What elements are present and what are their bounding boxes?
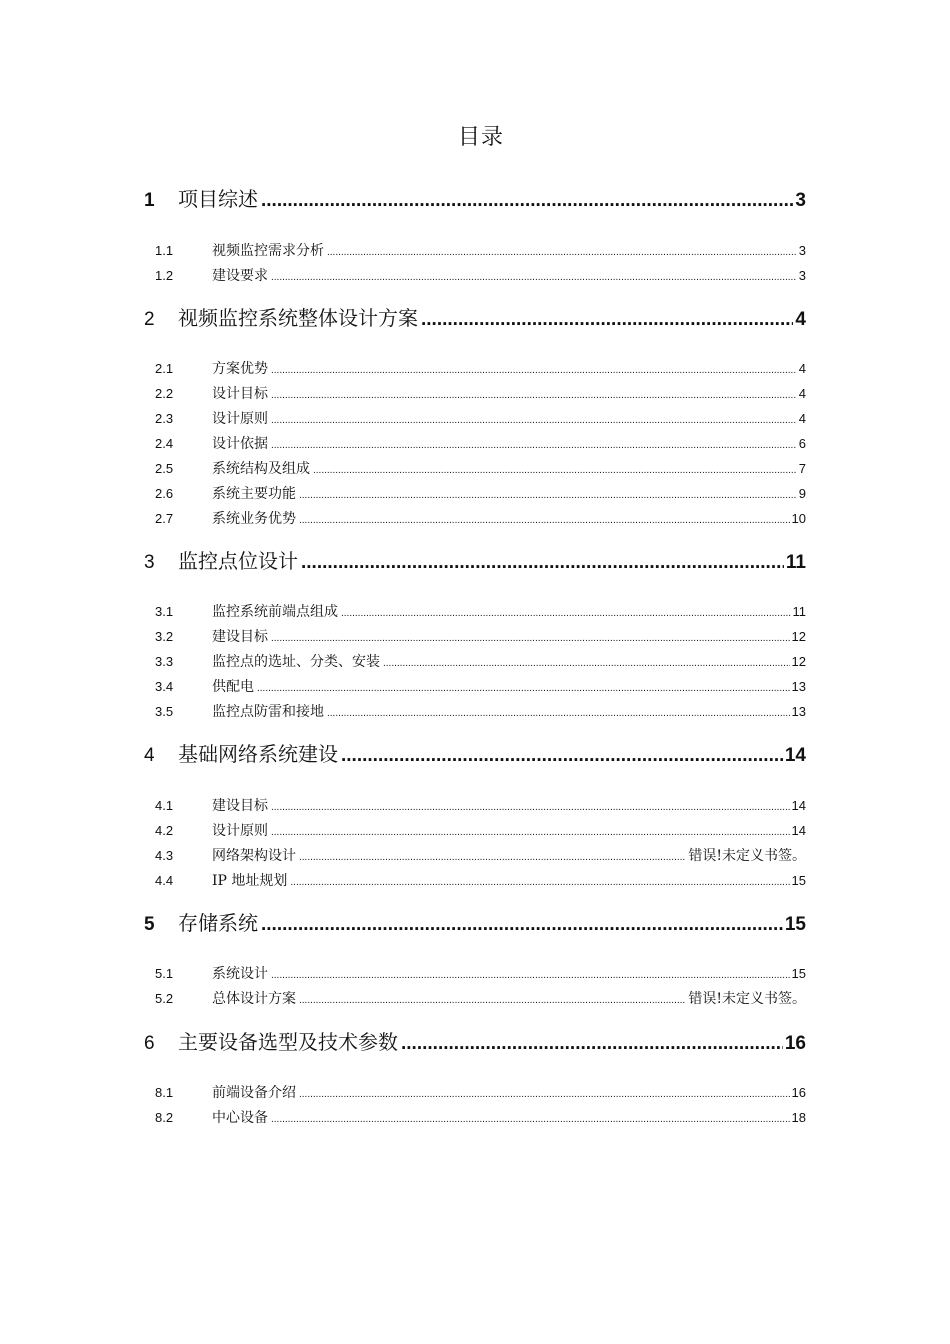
toc-item-number: 2.2 bbox=[155, 386, 174, 401]
toc-item-5-2[interactable] bbox=[155, 988, 806, 1008]
toc-chapter-label: 视频监控系统整体设计方案 bbox=[178, 306, 418, 330]
toc-page-number: 13 bbox=[791, 679, 806, 694]
toc-page-number: 12 bbox=[791, 629, 806, 644]
toc-leader-dots bbox=[401, 1033, 783, 1055]
toc-item-label: 监控点防雷和接地 bbox=[212, 704, 324, 720]
toc-page-number: 3 bbox=[798, 268, 806, 283]
toc-item-number: 3.3 bbox=[155, 654, 174, 669]
toc-item-number: 3.1 bbox=[155, 604, 174, 619]
toc-leader-dots bbox=[261, 190, 793, 212]
toc-chapter-3[interactable] bbox=[144, 545, 806, 574]
toc-leader-dots bbox=[327, 708, 790, 719]
toc-item-5-1[interactable] bbox=[155, 963, 806, 983]
toc-chapter-label: 主要设备选型及技术参数 bbox=[178, 1030, 398, 1054]
toc-chapter-label: 项目综述 bbox=[178, 187, 258, 211]
toc-item-number: 3.4 bbox=[155, 679, 174, 694]
toc-item-number: 3.5 bbox=[155, 704, 174, 719]
toc-item-2-7[interactable] bbox=[155, 508, 806, 528]
toc-item-number: 1.2 bbox=[155, 268, 174, 283]
toc-item-label: 视频监控需求分析 bbox=[212, 243, 324, 259]
toc-item-3-4[interactable] bbox=[155, 676, 806, 696]
toc-chapter-1[interactable] bbox=[144, 183, 806, 212]
toc-leader-dots bbox=[271, 633, 790, 644]
toc-page-number: 15 bbox=[791, 873, 806, 888]
toc-chapter-label: 存储系统 bbox=[178, 911, 258, 935]
toc-chapter-number: 1 bbox=[144, 190, 155, 211]
toc-item-number: 2.6 bbox=[155, 486, 174, 501]
toc-page-number: 11 bbox=[792, 604, 806, 619]
toc-page-number: 16 bbox=[784, 1033, 806, 1054]
toc-chapter-6[interactable] bbox=[144, 1026, 806, 1055]
toc-item-label: 网络架构设计 bbox=[212, 848, 296, 864]
toc-leader-dots bbox=[383, 658, 790, 669]
toc-item-number: 5.2 bbox=[155, 991, 174, 1006]
toc-item-2-3[interactable] bbox=[155, 408, 806, 428]
toc-leader-dots bbox=[341, 608, 791, 619]
toc-page-number: 9 bbox=[798, 486, 806, 501]
toc-leader-dots bbox=[271, 802, 790, 813]
toc-page-number: 15 bbox=[791, 966, 806, 981]
toc-item-label: 设计原则 bbox=[212, 411, 268, 427]
toc-item-3-2[interactable] bbox=[155, 626, 806, 646]
toc-item-number: 2.1 bbox=[155, 361, 174, 376]
toc-item-label: 系统结构及组成 bbox=[212, 461, 310, 477]
toc-leader-dots bbox=[327, 247, 797, 258]
toc-item-number: 4.4 bbox=[155, 873, 174, 888]
toc-leader-dots bbox=[271, 390, 797, 401]
toc-leader-dots bbox=[299, 852, 686, 863]
toc-item-4-3[interactable] bbox=[155, 845, 806, 865]
toc-item-number: 4.3 bbox=[155, 848, 174, 863]
toc-page-number: 18 bbox=[791, 1110, 806, 1125]
toc-leader-dots bbox=[299, 490, 797, 501]
toc-item-label: 监控点的选址、分类、安装 bbox=[212, 654, 380, 670]
toc-item-number: 4.2 bbox=[155, 823, 174, 838]
toc-page-number: 4 bbox=[798, 411, 806, 426]
toc-leader-dots bbox=[271, 1114, 790, 1125]
toc-leader-dots bbox=[421, 309, 793, 331]
toc-chapter-2[interactable] bbox=[144, 302, 806, 331]
toc-item-label: 监控系统前端点组成 bbox=[212, 604, 338, 620]
toc-item-label: 建设目标 bbox=[212, 629, 268, 645]
toc-page-number: 3 bbox=[795, 190, 806, 211]
toc-chapter-number: 2 bbox=[144, 309, 155, 330]
toc-item-8-1[interactable] bbox=[155, 1082, 806, 1102]
toc-item-3-5[interactable] bbox=[155, 701, 806, 721]
toc-item-number: 2.3 bbox=[155, 411, 174, 426]
toc-page-number: 14 bbox=[791, 823, 806, 838]
toc-item-label: 设计目标 bbox=[212, 386, 268, 402]
toc-item-number: 2.4 bbox=[155, 436, 174, 451]
toc-item-number: 2.5 bbox=[155, 461, 174, 476]
toc-item-label: 总体设计方案 bbox=[212, 991, 296, 1007]
toc-item-label: 中心设备 bbox=[212, 1110, 268, 1126]
toc-item-number: 2.7 bbox=[155, 511, 174, 526]
toc-page-number: 3 bbox=[798, 243, 806, 258]
toc-page-number: 13 bbox=[791, 704, 806, 719]
toc-leader-dots bbox=[301, 552, 784, 574]
toc-leader-dots bbox=[271, 365, 797, 376]
toc-item-label: 建设要求 bbox=[212, 268, 268, 284]
toc-page-number: 14 bbox=[784, 745, 806, 766]
toc-item-label: 系统设计 bbox=[212, 966, 268, 982]
toc-page-number: 12 bbox=[791, 654, 806, 669]
page-title: 目录 bbox=[457, 125, 504, 150]
toc-page-number: 14 bbox=[791, 798, 806, 813]
toc-page-number: 15 bbox=[784, 914, 806, 935]
toc-leader-dots bbox=[299, 515, 790, 526]
toc-leader-dots bbox=[290, 877, 789, 888]
toc-leader-dots bbox=[341, 745, 783, 767]
toc-item-number: 1.1 bbox=[155, 243, 174, 258]
toc-chapter-number: 4 bbox=[144, 745, 155, 766]
toc-item-4-1[interactable] bbox=[155, 795, 806, 815]
toc-page-error: 错误!未定义书签。 bbox=[688, 848, 806, 864]
toc-page-number: 16 bbox=[791, 1085, 806, 1100]
toc-item-label: 设计依据 bbox=[212, 436, 268, 452]
toc-item-label: 系统业务优势 bbox=[212, 511, 296, 527]
toc-chapter-number: 5 bbox=[144, 914, 155, 935]
toc-leader-dots bbox=[271, 440, 797, 451]
toc-item-3-3[interactable] bbox=[155, 651, 806, 671]
toc-page-number: 4 bbox=[798, 361, 806, 376]
toc-leader-dots bbox=[257, 683, 790, 694]
toc-page-number: 4 bbox=[795, 309, 806, 330]
toc-item-3-1[interactable] bbox=[155, 601, 806, 621]
toc-item-2-6[interactable] bbox=[155, 483, 806, 503]
toc-item-2-1[interactable] bbox=[155, 358, 806, 378]
toc-item-label: 设计原则 bbox=[212, 823, 268, 839]
toc-leader-dots bbox=[299, 995, 686, 1006]
toc-chapter-label: 监控点位设计 bbox=[178, 549, 298, 573]
toc-page-number: 4 bbox=[798, 386, 806, 401]
toc-chapter-number: 6 bbox=[144, 1033, 155, 1054]
toc-item-number: 4.1 bbox=[155, 798, 174, 813]
toc-chapter-4[interactable] bbox=[144, 738, 806, 767]
toc-item-label: 系统主要功能 bbox=[212, 486, 296, 502]
toc-item-number: 3.2 bbox=[155, 629, 174, 644]
toc-item-label: IP 地址规划 bbox=[212, 873, 288, 889]
toc-chapter-label: 基础网络系统建设 bbox=[178, 742, 338, 766]
toc-leader-dots bbox=[299, 1089, 790, 1100]
toc-item-2-5[interactable] bbox=[155, 458, 806, 478]
toc-item-4-4[interactable] bbox=[155, 870, 806, 890]
toc-page-number: 10 bbox=[791, 511, 806, 526]
toc-leader-dots bbox=[271, 827, 790, 838]
toc-item-2-2[interactable] bbox=[155, 383, 806, 403]
toc-leader-dots bbox=[261, 914, 783, 936]
toc-item-1-2[interactable] bbox=[155, 265, 806, 285]
toc-chapter-5[interactable] bbox=[144, 907, 806, 936]
toc-item-2-4[interactable] bbox=[155, 433, 806, 453]
toc-item-4-2[interactable] bbox=[155, 820, 806, 840]
toc-item-1-1[interactable] bbox=[155, 240, 806, 260]
toc-leader-dots bbox=[271, 415, 797, 426]
toc-page-number: 7 bbox=[798, 461, 806, 476]
toc-item-number: 8.2 bbox=[155, 1110, 174, 1125]
toc-page-error: 错误!未定义书签。 bbox=[688, 991, 806, 1007]
toc-item-label: 供配电 bbox=[212, 679, 254, 695]
toc-leader-dots bbox=[271, 272, 797, 283]
toc-item-label: 前端设备介绍 bbox=[212, 1085, 296, 1101]
toc-item-label: 方案优势 bbox=[212, 361, 268, 377]
toc-item-number: 8.1 bbox=[155, 1085, 174, 1100]
toc-chapter-number: 3 bbox=[144, 552, 155, 573]
toc-item-number: 5.1 bbox=[155, 966, 174, 981]
toc-item-label: 建设目标 bbox=[212, 798, 268, 814]
toc-leader-dots bbox=[313, 465, 797, 476]
toc-page-number: 11 bbox=[785, 552, 806, 573]
toc-page-number: 6 bbox=[798, 436, 806, 451]
toc-leader-dots bbox=[271, 970, 790, 981]
toc-item-8-2[interactable] bbox=[155, 1107, 806, 1127]
